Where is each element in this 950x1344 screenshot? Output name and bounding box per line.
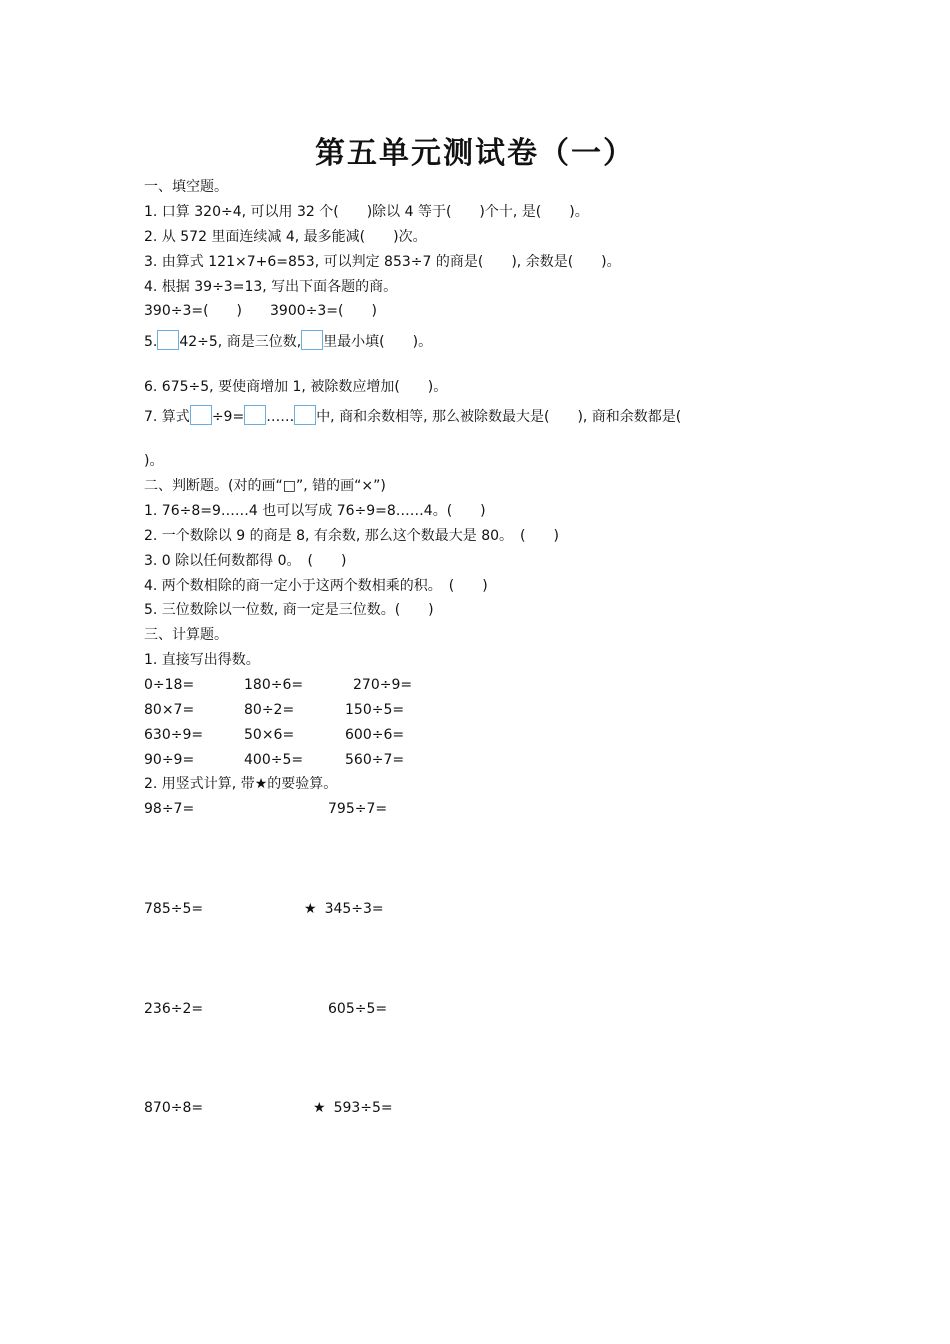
vertical-calc-checked [304, 900, 384, 918]
q1-7-d: 中, 商和余数相等, 那么被除数最大是( ), 商和余数都是( [316, 409, 682, 425]
oral-calc: 180÷6= [244, 677, 304, 693]
oral-calc: 630÷9= [144, 727, 204, 743]
q1-3: 3. 由算式 121×7+6=853, 可以判定 853÷7 的商是( ), 余数是( )。 [144, 254, 621, 270]
oral-calc: 400÷5= [244, 752, 304, 768]
oral-calc: 80×7= [144, 702, 195, 718]
vertical-calc: 605÷5= [328, 1001, 388, 1017]
q1-4: 4. 根据 39÷3=13, 写出下面各题的商。 [144, 279, 398, 295]
dividend-box[interactable] [190, 405, 212, 425]
section3-heading: 三、计算题。 [144, 627, 228, 643]
answer-box[interactable] [157, 330, 179, 350]
star-icon: ★ [304, 901, 317, 917]
vertical-calc: 236÷2= [144, 1001, 204, 1017]
vertical-calc: 795÷7= [328, 801, 388, 817]
answer-box[interactable] [301, 330, 323, 350]
vertical-calc: 98÷7= [144, 801, 195, 817]
section3-sub1: 1. 直接写出得数。 [144, 652, 260, 668]
oral-calc: 560÷7= [345, 752, 405, 768]
q1-7 [144, 405, 681, 426]
oral-calc: 90÷9= [144, 752, 195, 768]
remainder-box[interactable] [294, 405, 316, 425]
q1-7-b: ÷9= [211, 409, 245, 425]
section3-sub2: 2. 用竖式计算, 带★的要验算。 [144, 776, 338, 792]
star-icon: ★ [313, 1100, 326, 1116]
oral-calc: 80÷2= [244, 702, 295, 718]
q1-5 [144, 330, 432, 351]
quotient-box[interactable] [244, 405, 266, 425]
vertical-calc-checked [313, 1099, 393, 1117]
q1-5-end: 里最小填( )。 [323, 334, 433, 350]
judge-item-5: 5. 三位数除以一位数, 商一定是三位数。( ) [144, 602, 434, 618]
q1-5-num: 5. [144, 334, 158, 350]
oral-calc: 600÷6= [345, 727, 405, 743]
page-title: 第五单元测试卷（一） [315, 136, 635, 171]
q1-1: 1. 口算 320÷4, 可以用 32 个( )除以 4 等于( )个十, 是( )。 [144, 204, 589, 220]
oral-calc: 0÷18= [144, 677, 195, 693]
vertical-calc: 785÷5= [144, 901, 204, 917]
vertical-calc: 870÷8= [144, 1100, 204, 1116]
oral-calc: 270÷9= [353, 677, 413, 693]
q1-7-cont: )。 [144, 453, 164, 469]
judge-item-2: 2. 一个数除以 9 的商是 8, 有余数, 那么这个数最大是 80。 ( ) [144, 528, 559, 544]
q1-5-mid: 42÷5, 商是三位数, [179, 334, 302, 350]
vertical-calc-expr: 593÷5= [333, 1100, 393, 1116]
oral-calc: 50×6= [244, 727, 295, 743]
q1-7-a: 7. 算式 [144, 409, 190, 425]
judge-item-1: 1. 76÷8=9……4 也可以写成 76÷9=8……4。( ) [144, 503, 486, 519]
judge-item-3: 3. 0 除以任何数都得 0。 ( ) [144, 553, 347, 569]
section1-heading: 一、填空题。 [144, 179, 228, 195]
q1-6: 6. 675÷5, 要使商增加 1, 被除数应增加( )。 [144, 379, 448, 395]
vertical-calc-expr: 345÷3= [324, 901, 384, 917]
q1-2: 2. 从 572 里面连续减 4, 最多能减( )次。 [144, 229, 427, 245]
q1-4-sub: 390÷3=( ) 3900÷3=( ) [144, 303, 377, 319]
oral-calc: 150÷5= [345, 702, 405, 718]
judge-item-4: 4. 两个数相除的商一定小于这两个数相乘的积。 ( ) [144, 578, 488, 594]
section2-heading: 二、判断题。(对的画“□”, 错的画“×”) [144, 478, 386, 494]
q1-7-c: …… [266, 409, 295, 425]
